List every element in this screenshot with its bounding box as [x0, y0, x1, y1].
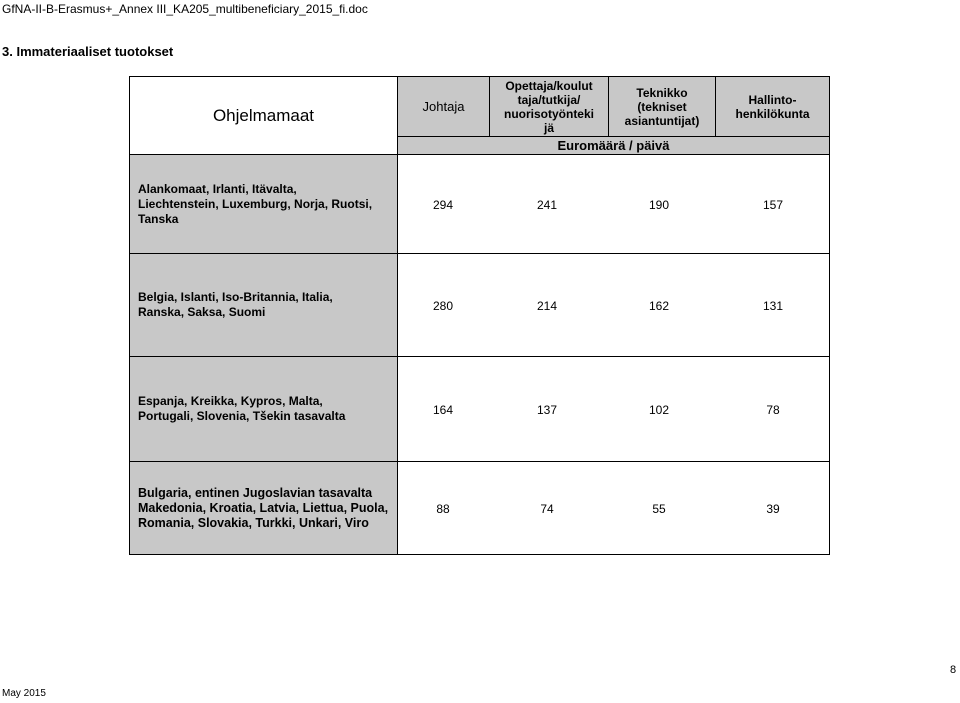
table-cell: 74 [540, 502, 554, 516]
table-cell: 190 [648, 198, 670, 212]
section-heading: 3. Immateriaaliset tuotokset [2, 44, 174, 59]
table-cell: 164 [432, 403, 454, 417]
table-cell: 131 [762, 299, 784, 313]
country-group-3: Espanja, Kreikka, Kypros, Malta, Portugali, Slovenia, Tšekin tasavalta [129, 356, 398, 462]
table-cell: 214 [536, 299, 558, 313]
corner-header [129, 76, 398, 155]
table-cell: 280 [432, 299, 454, 313]
table-cell: 137 [536, 403, 558, 417]
table-cell: 39 [766, 502, 780, 516]
table-cell: 78 [766, 403, 780, 417]
column-header-opettaja: Opettaja/koulut taja/tutkija/ nuorisotyönteki jä [489, 76, 609, 137]
table-cell: 55 [652, 502, 666, 516]
page-number: 8 [950, 664, 957, 676]
document-title-bar: GfNA-II-B-Erasmus+_Annex III_KA205_multibeneficiary_2015_fi.doc [0, 0, 960, 18]
country-group-1: Alankomaat, Irlanti, Itävalta, Liechtenstein, Luxemburg, Norja, Ruotsi, Tanska [129, 154, 398, 254]
column-header-johtaja: Johtaja [397, 76, 490, 137]
footer-date: May 2015 [2, 688, 46, 699]
country-group-4: Bulgaria, entinen Jugoslavian tasavalta Makedonia, Kroatia, Latvia, Liettua, Puola, Romania, Slovakia, Turkki, Unkari, Viro [129, 461, 398, 555]
table-cell: 294 [432, 198, 454, 212]
country-group-2: Belgia, Islanti, Iso-Britannia, Italia, Ranska, Saksa, Suomi [129, 253, 398, 357]
column-header-hallinto: Hallinto- henkilökunta [715, 76, 830, 137]
table-cell: 157 [762, 198, 784, 212]
table-cell: 241 [536, 198, 558, 212]
table-cell: 102 [648, 403, 670, 417]
column-header-teknikko: Teknikko (tekniset asiantuntijat) [608, 76, 716, 137]
table-cell: 88 [436, 502, 450, 516]
table-cell: 162 [648, 299, 670, 313]
unit-header: Euromäärä / päivä [397, 136, 830, 155]
corner-label: Ohjelmamaat [212, 105, 315, 125]
